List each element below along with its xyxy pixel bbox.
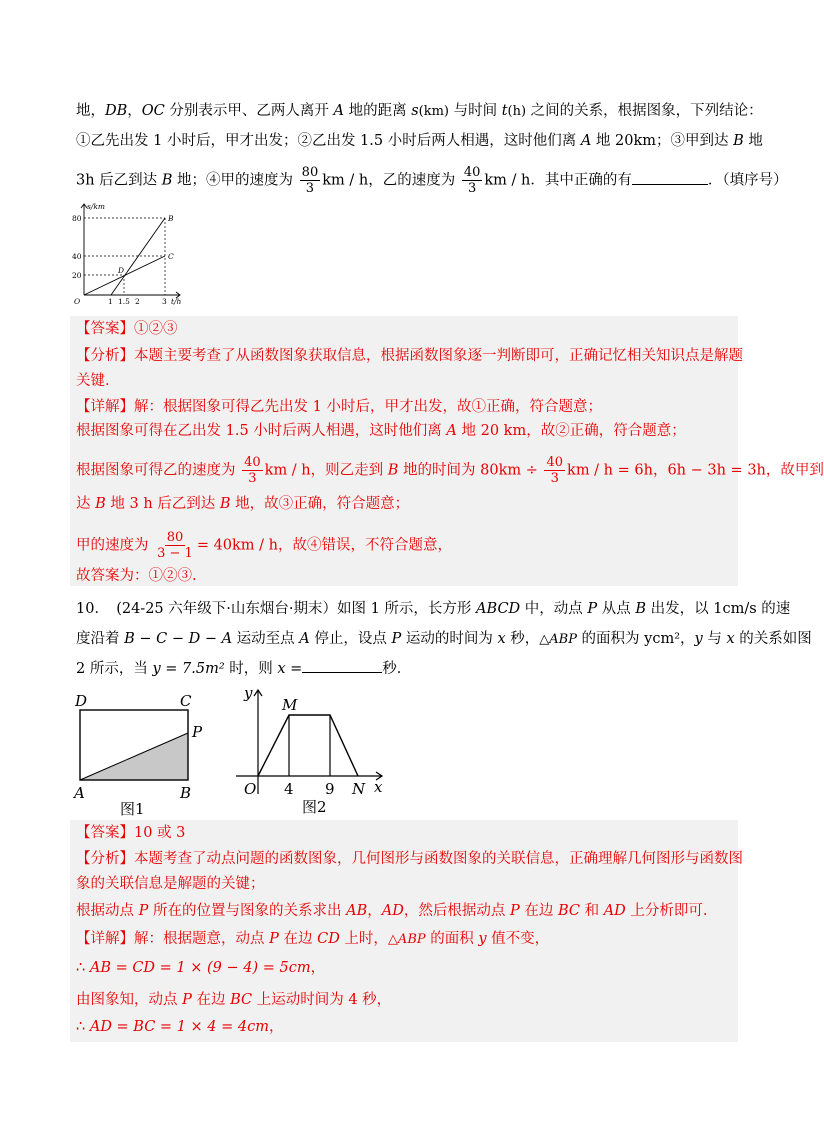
q10-detail-4: ∴ AD = BC = 1 × 4 = 4cm，: [76, 1019, 284, 1035]
q10-analysis-2: 象的关联信息是解题的关键；: [76, 876, 265, 892]
q9-line-1: 地，DB，OC 分别表示甲、乙两人离开 A 地的距离 s(km) 与时间 t(h) 之间的关系，根据图象，下列结论：: [76, 103, 763, 119]
y-tick-40: 40: [72, 252, 82, 261]
q9-answer: 【答案】①②③: [76, 321, 178, 337]
line-db: [111, 218, 165, 295]
q9-line-2: ①乙先出发 1 小时后，甲才出发；②乙出发 1.5 小时后两人相遇，这时他们离 A 地 20km；③甲到达 B 地: [76, 133, 763, 149]
vertex-d: D: [75, 692, 88, 710]
q10-figure-2: [232, 682, 392, 820]
q9-detail-1: 【详解】解：根据图象可得乙先出发 1 小时后，甲才出发，故①正确，符合题意；: [76, 399, 602, 415]
q9-analysis-2: 关键．: [76, 373, 120, 389]
q10-line-3: 2 所示，当 y = 7.5m² 时，则 x = 秒．: [76, 658, 411, 680]
point-p: P: [192, 723, 203, 741]
q9-detail-2: 根据图象可得在乙出发 1.5 小时后两人相遇，这时他们离 A 地 20 km，故②正确，符合题意；: [76, 423, 686, 439]
point-d-label: D: [118, 266, 125, 275]
q9-graph: [72, 200, 192, 310]
point-n: N: [352, 780, 366, 798]
figure-1-caption: 图1: [120, 800, 145, 818]
y-axis-label: s/km: [87, 202, 106, 211]
q10-analysis-3: 根据动点 P 所在的位置与图象的关系求出 AB，AD，然后根据动点 P 在边 BC 和 AD 上分析即可.: [76, 903, 708, 919]
area-graph: [258, 715, 358, 776]
x-tick-2: 2: [135, 297, 140, 306]
q10-line-2: 度沿着 B − C − D − A 运动至点 A 停止，设点 P 运动的时间为 x 秒，△ABP 的面积为 ycm²，y 与 x 的关系如图: [76, 631, 812, 647]
x-tick-1-5: 1.5: [118, 297, 130, 306]
q10-detail-1: 【详解】解：根据题意，动点 P 在边 CD 上时，△ABP 的面积 y 值不变，: [76, 931, 550, 947]
answer-blank[interactable]: [302, 658, 382, 673]
point-c-label: C: [168, 252, 174, 261]
answer-blank[interactable]: [632, 170, 708, 185]
origin-label: O: [244, 780, 257, 798]
point-b-label: B: [168, 214, 174, 223]
q9-analysis-1: 【分析】本题主要考查了从函数图象获取信息，根据函数图象逐一判断即可，正确记忆相关知识点是解题: [76, 348, 743, 364]
q9-detail-6: 故答案为：①②③.: [76, 568, 197, 584]
q10-figure-1: [72, 692, 212, 820]
origin-label: O: [74, 297, 81, 306]
point-m: M: [282, 696, 298, 714]
q10-line-1: 10． (24-25 六年级下·山东烟台·期末）如图 1 所示，长方形 ABCD 中，动点 P 从点 B 出发，以 1cm/s 的速: [76, 601, 791, 617]
q10-analysis-1: 【分析】本题考查了动点问题的函数图象，几何图形与函数图象的关联信息，正确理解几何图形与函数图: [76, 851, 743, 867]
q9-detail-5: 甲的速度为 $\frac{80}{3 - 1}$ = 40km / h，故④错误，不符合题意，: [76, 530, 452, 561]
y-tick-20: 20: [72, 271, 82, 280]
x-tick-4: 4: [284, 780, 294, 798]
q10-answer: 【答案】10 或 3: [76, 825, 186, 841]
vertex-b: B: [180, 784, 192, 802]
q10-detail-2: ∴ AB = CD = 1 × (9 − 4) = 5cm，: [76, 960, 326, 976]
y-axis-label: y: [244, 684, 253, 702]
x-tick-9: 9: [325, 780, 335, 798]
q9-line-3: 3h 后乙到达 B 地；④甲的速度为 $\frac{80}{3}$ km / h，乙的速度为 $\frac{40}{3}$ km / h．其中正确的有 ．（填序号）: [76, 165, 788, 196]
vertex-c: C: [180, 692, 192, 710]
x-axis-label: x: [374, 778, 383, 796]
q9-detail-4: 达 B 地 3 h 后乙到达 B 地，故③正确，符合题意；: [76, 496, 410, 512]
x-tick-1: 1: [108, 297, 113, 306]
x-tick-3: 3: [162, 297, 167, 306]
q10-detail-3: 由图象知，动点 P 在边 BC 上运动时间为 4 秒，: [76, 992, 392, 1008]
y-tick-80: 80: [72, 214, 82, 223]
figure-2-caption: 图2: [302, 798, 327, 816]
x-axis-label: t/h: [171, 297, 182, 306]
q9-detail-3: 根据图象可得乙的速度为 $\frac{40}{3}$ km / h，则乙走到 B 地的时间为 80km ÷ $\frac{40}{3}$ km / h = 6h，6h − 3h = 3h，故甲到: [76, 455, 824, 486]
line-oc: [84, 256, 165, 295]
vertex-a: A: [74, 784, 85, 802]
